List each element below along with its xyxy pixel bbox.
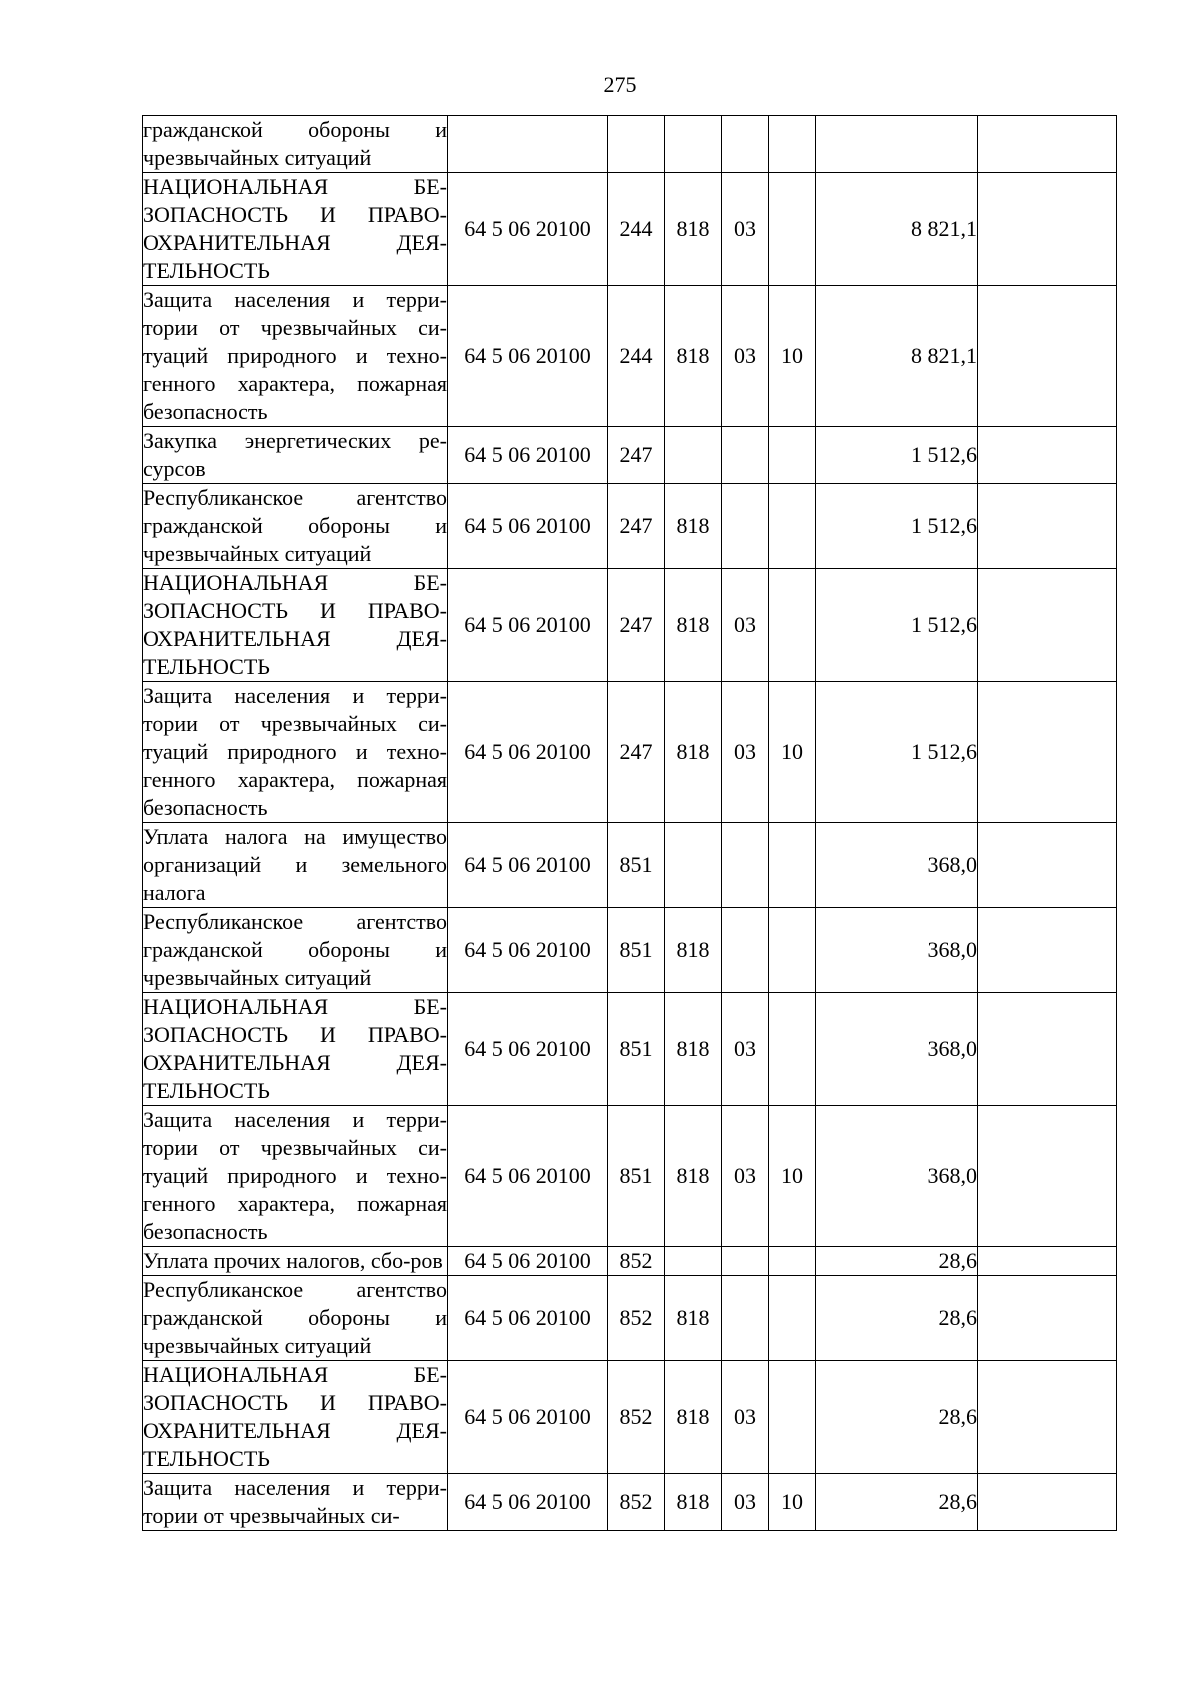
expense-type-code-cell: 851 [608,823,665,908]
subsection-code-cell [769,1247,816,1276]
expense-type-code-cell: 244 [608,286,665,427]
row-name-cell: Защита населения и терри-тории от чрезвычайных си- [143,1474,448,1531]
row-name-cell: Уплата налога на имущество организаций и земельного налога [143,823,448,908]
empty-cell [978,908,1117,993]
subsection-code-cell: 10 [769,286,816,427]
table-row [143,993,1117,1106]
section-code-cell: 03 [722,286,769,427]
table-row [143,484,1117,569]
empty-cell [978,823,1117,908]
empty-cell [978,484,1117,569]
section-code-cell [722,1247,769,1276]
target-code-cell: 64 5 06 20100 [448,908,608,993]
amount-cell: 8 821,1 [816,286,978,427]
amount-cell: 1 512,6 [816,682,978,823]
row-name-cell: НАЦИОНАЛЬНАЯ БЕ-ЗОПАСНОСТЬ И ПРАВО-ОХРАНИТЕЛЬНАЯ ДЕЯ-ТЕЛЬНОСТЬ [143,1361,448,1474]
section-code-cell: 03 [722,1474,769,1531]
section-code-cell: 03 [722,1106,769,1247]
target-code-cell: 64 5 06 20100 [448,427,608,484]
empty-cell [978,1276,1117,1361]
admin-code-cell: 818 [665,993,722,1106]
expense-type-code-cell: 852 [608,1361,665,1474]
page-number: 275 [603,72,637,97]
expense-type-code-cell: 247 [608,427,665,484]
section-code-cell: 03 [722,682,769,823]
empty-cell [978,1474,1117,1531]
admin-code-cell: 818 [665,569,722,682]
target-code-cell: 64 5 06 20100 [448,1276,608,1361]
amount-cell: 368,0 [816,823,978,908]
amount-cell: 28,6 [816,1247,978,1276]
expense-type-code-cell: 851 [608,1106,665,1247]
subsection-code-cell [769,427,816,484]
table-row [143,1474,1117,1531]
expense-type-code-cell: 852 [608,1247,665,1276]
target-code-cell: 64 5 06 20100 [448,1361,608,1474]
expense-type-code-cell: 851 [608,908,665,993]
table-row [143,1106,1117,1247]
row-name-cell: Защита населения и терри-тории от чрезвычайных си-туаций природного и техно-генного характера, пожарная безопасность [143,1106,448,1247]
table-row [143,1276,1117,1361]
amount-cell: 28,6 [816,1276,978,1361]
section-code-cell: 03 [722,1361,769,1474]
target-code-cell: 64 5 06 20100 [448,1106,608,1247]
table-row [143,173,1117,286]
amount-cell: 1 512,6 [816,427,978,484]
section-code-cell [722,484,769,569]
expense-type-code-cell: 244 [608,173,665,286]
admin-code-cell: 818 [665,484,722,569]
empty-cell [978,173,1117,286]
admin-code-cell: 818 [665,286,722,427]
subsection-code-cell [769,569,816,682]
subsection-code-cell [769,823,816,908]
amount-cell: 1 512,6 [816,484,978,569]
row-name-cell: Уплата прочих налогов, сбо-ров [143,1247,448,1276]
table-row [143,286,1117,427]
target-code-cell: 64 5 06 20100 [448,484,608,569]
row-name-cell: Республиканское агентство гражданской обороны и чрезвычайных ситуаций [143,1276,448,1361]
admin-code-cell: 818 [665,1106,722,1247]
target-code-cell: 64 5 06 20100 [448,286,608,427]
admin-code-cell: 818 [665,1361,722,1474]
table-row [143,569,1117,682]
expense-type-code-cell: 247 [608,682,665,823]
target-code-cell: 64 5 06 20100 [448,823,608,908]
subsection-code-cell: 10 [769,682,816,823]
table-row [143,427,1117,484]
target-code-cell: 64 5 06 20100 [448,173,608,286]
expense-type-code-cell: 852 [608,1474,665,1531]
admin-code-cell: 818 [665,1276,722,1361]
row-name-cell: Республиканское агентство гражданской обороны и чрезвычайных ситуаций [143,484,448,569]
row-name-cell: НАЦИОНАЛЬНАЯ БЕ-ЗОПАСНОСТЬ И ПРАВО-ОХРАНИТЕЛЬНАЯ ДЕЯ-ТЕЛЬНОСТЬ [143,993,448,1106]
empty-cell [978,427,1117,484]
row-name-cell: Закупка энергетических ре-сурсов [143,427,448,484]
section-code-cell: 03 [722,993,769,1106]
expense-type-code-cell: 851 [608,993,665,1106]
empty-cell [978,1361,1117,1474]
amount-cell: 368,0 [816,993,978,1106]
table-row [143,682,1117,823]
expense-type-code-cell: 852 [608,1276,665,1361]
target-code-cell: 64 5 06 20100 [448,1247,608,1276]
admin-code-cell: 818 [665,1474,722,1531]
target-code-cell: 64 5 06 20100 [448,993,608,1106]
section-code-cell [722,116,769,173]
empty-cell [978,1247,1117,1276]
subsection-code-cell [769,908,816,993]
target-code-cell: 64 5 06 20100 [448,1474,608,1531]
admin-code-cell [665,1247,722,1276]
admin-code-cell [665,427,722,484]
subsection-code-cell [769,484,816,569]
section-code-cell [722,823,769,908]
budget-table [142,115,1117,1531]
empty-cell [978,993,1117,1106]
row-name-cell: Защита населения и терри-тории от чрезвычайных си-туаций природного и техно-генного характера, пожарная безопасность [143,286,448,427]
empty-cell [978,569,1117,682]
amount-cell: 368,0 [816,908,978,993]
empty-cell [978,1106,1117,1247]
amount-cell [816,116,978,173]
table-row [143,908,1117,993]
subsection-code-cell [769,993,816,1106]
target-code-cell [448,116,608,173]
admin-code-cell: 818 [665,908,722,993]
row-name-cell: гражданской обороны и чрезвычайных ситуаций [143,116,448,173]
subsection-code-cell: 10 [769,1474,816,1531]
expense-type-code-cell [608,116,665,173]
section-code-cell [722,1276,769,1361]
empty-cell [978,116,1117,173]
target-code-cell: 64 5 06 20100 [448,569,608,682]
amount-cell: 1 512,6 [816,569,978,682]
admin-code-cell: 818 [665,682,722,823]
row-name-cell: НАЦИОНАЛЬНАЯ БЕ-ЗОПАСНОСТЬ И ПРАВО-ОХРАНИТЕЛЬНАЯ ДЕЯ-ТЕЛЬНОСТЬ [143,569,448,682]
expense-type-code-cell: 247 [608,484,665,569]
subsection-code-cell [769,1361,816,1474]
target-code-cell: 64 5 06 20100 [448,682,608,823]
amount-cell: 28,6 [816,1361,978,1474]
table-row [143,823,1117,908]
section-code-cell: 03 [722,173,769,286]
table-row [143,1361,1117,1474]
admin-code-cell: 818 [665,173,722,286]
amount-cell: 368,0 [816,1106,978,1247]
budget-table-body [143,116,1117,1531]
admin-code-cell [665,823,722,908]
subsection-code-cell [769,173,816,286]
empty-cell [978,286,1117,427]
section-code-cell: 03 [722,569,769,682]
admin-code-cell [665,116,722,173]
subsection-code-cell [769,116,816,173]
empty-cell [978,682,1117,823]
row-name-cell: Республиканское агентство гражданской обороны и чрезвычайных ситуаций [143,908,448,993]
amount-cell: 8 821,1 [816,173,978,286]
row-name-cell: Защита населения и терри-тории от чрезвычайных си-туаций природного и техно-генного характера, пожарная безопасность [143,682,448,823]
table-row [143,1247,1117,1276]
section-code-cell [722,427,769,484]
subsection-code-cell: 10 [769,1106,816,1247]
amount-cell: 28,6 [816,1474,978,1531]
row-name-cell: НАЦИОНАЛЬНАЯ БЕ-ЗОПАСНОСТЬ И ПРАВО-ОХРАНИТЕЛЬНАЯ ДЕЯ-ТЕЛЬНОСТЬ [143,173,448,286]
subsection-code-cell [769,1276,816,1361]
table-row [143,116,1117,173]
section-code-cell [722,908,769,993]
expense-type-code-cell: 247 [608,569,665,682]
